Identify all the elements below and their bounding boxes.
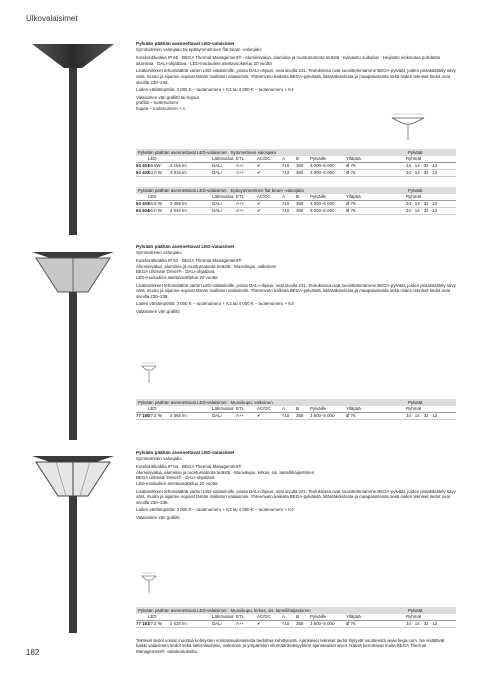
- page-number: 182: [26, 648, 40, 657]
- cell: 84 404: [136, 208, 150, 213]
- table-caption: Pylvään päähän asennettavat LED-valaisimet · Muovikupu, kirkas, sis. lamellihaijastimen: [138, 608, 311, 613]
- col-top: Ylläpää: [346, 614, 361, 619]
- table-caption-right: Pylväät: [408, 400, 423, 405]
- dimension-drawing-icon: [388, 112, 428, 142]
- section-title: Pylvään päähän asennettavat LED-valaisimet: [136, 450, 235, 455]
- cell: 27.2 W: [148, 413, 162, 418]
- cell: DALI: [212, 208, 222, 213]
- table-caption-right: Pylväät: [408, 608, 423, 613]
- cell: 3 915 lm: [170, 170, 187, 175]
- cell: A++: [236, 208, 245, 213]
- cell: 34 · 14 · 32 · 12: [406, 201, 438, 206]
- table-row: [136, 170, 456, 177]
- cell: DALI: [212, 201, 222, 206]
- col-led: LED: [148, 406, 157, 411]
- table-row: [136, 208, 456, 215]
- cell: 53.0 W: [148, 170, 162, 175]
- col-etl: ETL: [236, 614, 245, 619]
- cell: 84 401: [136, 163, 150, 168]
- col-b: B: [296, 194, 299, 199]
- section-paragraph: Valaisimen väri grafiitti: [136, 308, 180, 314]
- section-title: Pylvään päähän asennettavat LED-valaisimet: [136, 244, 235, 249]
- section-paragraph: Valaisimen väri grafiitti: [136, 514, 180, 520]
- col-pole: Pylväille: [310, 406, 327, 411]
- cell: 34 · 14 · 32 · 12: [406, 163, 438, 168]
- cell: 34 · 14 · 32 · 12: [406, 413, 438, 418]
- cell: DALI: [212, 413, 222, 418]
- table-row: [136, 201, 456, 208]
- cell: ✔: [257, 163, 261, 168]
- cell: ✔: [257, 201, 261, 206]
- table-caption-right: Pylväät: [408, 188, 423, 193]
- col-led: LED: [148, 156, 157, 161]
- cell: 3 500–5 000: [310, 413, 335, 418]
- cell: DALI: [212, 170, 222, 175]
- product-table-3: [136, 399, 456, 420]
- cell: 34 · 14 · 32 · 12: [406, 621, 438, 626]
- cell: A++: [236, 413, 245, 418]
- cell: 77 181: [136, 621, 150, 626]
- dimension-drawing-icon: [140, 572, 160, 594]
- cell: 2 020 lm: [170, 621, 187, 626]
- section-subtitle: Symmetrinen valonjako: [136, 249, 182, 255]
- col-a: A: [282, 194, 285, 199]
- cell: 4 000–6 000: [310, 201, 335, 206]
- col-etl: ETL: [236, 156, 245, 161]
- table-row: [136, 163, 456, 170]
- cell: Ø 76: [346, 208, 356, 213]
- cell: 27.2 W: [148, 621, 162, 626]
- cell: 4 000–6 000: [310, 163, 335, 168]
- section-3-text: [136, 450, 456, 523]
- col-groups: Ryhmät: [406, 614, 422, 619]
- col-b: B: [296, 614, 299, 619]
- col-lumen: Lähtövaloa: [212, 614, 234, 619]
- product-table-4: [136, 607, 456, 628]
- cell: Ø 76: [346, 621, 356, 626]
- section-title: Pylvään päähän asennettavat LED-valaisimet: [136, 41, 235, 46]
- col-b: B: [296, 156, 299, 161]
- section-1-text: [136, 41, 456, 114]
- section-paragraph: Laden värilämpötila: 3 000 K – tuotenumero + K3 tai 4 000 K – tuotenumero + K4: [136, 301, 294, 307]
- cell: DALI: [212, 621, 222, 626]
- col-acdc: AC/DC: [257, 156, 271, 161]
- cell: 2 155 lm: [170, 163, 187, 168]
- col-top: Ylläpää: [346, 156, 361, 161]
- cell: 710: [282, 413, 290, 418]
- table-caption: Pylvään päähän asennettavat LED-valaisimet · Muovikupu, valkoinen: [138, 400, 273, 405]
- cell: Ø 76: [346, 170, 356, 175]
- page-header: Ulkovalaisimet: [26, 14, 78, 23]
- cell: 4 000–6 000: [310, 170, 335, 175]
- table-caption: Pylvään päähän asennettavat LED-valaisimet · Symmetrinen valonjako: [138, 150, 277, 155]
- product-table-1: [136, 149, 456, 177]
- col-a: A: [282, 156, 285, 161]
- cell: 360: [296, 201, 304, 206]
- col-pole: Pylväille: [310, 614, 327, 619]
- cell: 360: [296, 163, 304, 168]
- col-acdc: AC/DC: [257, 194, 271, 199]
- section-paragraph: Lisätarvikkeet tehonsäätöä varten LED-valaisimille, joissa DALI-ohjaus, ovat sivulla 231. Teuluksissa ovat suosittelemamme BEGA-pylväät, joiden pintakäsittely sävy värit, muoto ja sijainne sopivat tämän malliston valaisimiin. Yhteenveto kaikista BEGA-pylväistä, liitäntäkotelosta ja maapalusteista sekä niiden tekniset tiedot ovat sivuilla 230–236.: [136, 488, 456, 505]
- col-lumen: Lähtövaloa: [212, 194, 234, 199]
- cell: Ø 76: [346, 201, 356, 206]
- col-led: LED: [148, 614, 157, 619]
- table-header-row: [136, 194, 456, 201]
- table-header-row: [136, 614, 456, 621]
- cell: A++: [236, 621, 245, 626]
- col-b: B: [296, 406, 299, 411]
- cell: 3 500–5 000: [310, 621, 335, 626]
- table-row: [136, 621, 456, 628]
- table-row: [136, 413, 456, 420]
- cell: Ø 76: [346, 163, 356, 168]
- cell: ✔: [257, 413, 261, 418]
- dimension-drawing-icon: [140, 362, 160, 384]
- product-table-2: [136, 187, 456, 215]
- cell: 360: [296, 170, 304, 175]
- section-paragraph: Lisätarvikkeet tehonsäätöä varten LED-valaisimille, joissa DALI-ohjaus, ovat sivulla 231. Teuluksissa ovat suosittelemamme BEGA-pylväät, joiden pintakäsittely sävy värit, muoto ja sijainne sopivat tämän malliston valaisimiin. Yhteenveto kaikista BEGA-pylväistä, liitäntäkotelosta ja maapalusteista sekä niiden tekniset tiedot ovat sivuilla 230–236.: [136, 68, 456, 85]
- col-led: LED: [148, 194, 157, 199]
- col-acdc: AC/DC: [257, 406, 271, 411]
- col-etl: ETL: [236, 194, 245, 199]
- cell: A++: [236, 170, 245, 175]
- cell: 710: [282, 621, 290, 626]
- section-paragraph: Kotelointiluokka IP 54 · BEGA Thermal Management® Alumiinivalua, alumiinia ja ruostumatonta terästä · Muovikupu, kirkas, sis. lamellihaijastimen BEGA Ultimate Driver® · DALI-ohjattava LED-moduulien asettavuokteluu 20 vuotta: [136, 464, 315, 486]
- col-a: A: [282, 406, 285, 411]
- col-groups: Ryhmät: [406, 406, 422, 411]
- product-photo-1: [26, 40, 120, 235]
- col-groups: Ryhmät: [406, 194, 422, 199]
- col-top: Ylläpää: [346, 194, 361, 199]
- section-subtitle: Symmetrinen valonjako tai epäsymmetrinen flat beam -valonjako: [136, 46, 262, 52]
- cell: 84 403: [136, 201, 150, 206]
- cell: 4 040 lm: [170, 208, 187, 213]
- table-header-row: [136, 406, 456, 413]
- cell: 710: [282, 201, 290, 206]
- section-paragraph: Kotelointiluokka IP 54 · BEGA Thermal Management® Alumiinivalua, alumiinia ja ruostumatonta terästä · Muovikupu, valkoinen BEGA Ultimate Driver® · DALI-ohjattava LED-moduulien asettavuokteluu 20 vuotta: [136, 258, 277, 280]
- col-lumen: Lähtövaloa: [212, 156, 234, 161]
- cell: 2 465 lm: [170, 201, 187, 206]
- luminaire-photo-icon: [26, 448, 120, 633]
- cell: 34 · 14 · 32 · 12: [406, 170, 438, 175]
- cell: 2 365 lm: [170, 413, 187, 418]
- section-paragraph: Lisätarvikkeet tehonsäätöä varten LED-valaisimille, joissa DALI-ohjaus, ovat sivulla 231. Teuluksissa ovat suosittelemamme BEGA-pylväät, joiden pintakäsittely sävy värit, muoto ja sijainne sopivat tämän malliston valaisimiin. Yhteenveto kaikista BEGA-pylväistä, liitäntäkotelosta ja maapalusteista sekä niiden tekniset tiedot ovat sivuilla 230–236.: [136, 282, 456, 299]
- table-header-row: [136, 156, 456, 163]
- table-caption-right: Pylväät: [408, 150, 423, 155]
- footer-note: Tekniset tiedot voivat muuttua kehitysten voimassaolotuksista tiedottaa kehittyessä. Ajankaiset tekniset tiedot löytyvät osoitteesta www.bega.com. Ne sisältävät kaikki valaisimen tiedot sekä latteralisuhkiin, valkoinen ja ympäristön elinmäärästäsyyhtiön ajantasaiset arvot. Nässä kerrottavat muita BEGA Thermal Management® -rakokuutuksilta.: [136, 638, 445, 654]
- luminaire-photo-icon: [26, 40, 120, 235]
- cell: 360: [296, 621, 304, 626]
- col-acdc: AC/DC: [257, 614, 271, 619]
- cell: DALI: [212, 163, 222, 168]
- section-2-text: [136, 244, 456, 317]
- cell: 710: [282, 163, 290, 168]
- table-caption: Pylvään päähän asennettavat LED-valaisimet · Epäsymmetrinen flat beam -valonjako: [138, 188, 304, 193]
- cell: 84 402: [136, 170, 150, 175]
- col-groups: Ryhmät: [406, 156, 422, 161]
- product-photo-3: [26, 448, 120, 633]
- cell: A++: [236, 201, 245, 206]
- col-pole: Pylväille: [310, 194, 327, 199]
- section-paragraph: Laden värilämpötila: 3 000 K – tuotenumero + K3 tai 4 000 K – tuotenumero + K4: [136, 87, 294, 93]
- section-paragraph: Laden värilämpötila: 3 000 K – tuotenumero + K3 tai 4 000 K – tuotenumero + K4: [136, 507, 294, 513]
- col-etl: ETL: [236, 406, 245, 411]
- cell: 34 · 14 · 32 · 12: [406, 208, 438, 213]
- section-subtitle: Symmetrinen valonjako: [136, 455, 182, 461]
- cell: 26.5 W: [148, 201, 162, 206]
- cell: 56.0 W: [148, 208, 162, 213]
- luminaire-photo-icon: [26, 244, 120, 440]
- cell: 710: [282, 208, 290, 213]
- cell: ✔: [257, 621, 261, 626]
- section-paragraph: Kotelointiluokka IP 65 · BEGA Thermal Management® · Alumiinivalua, alumiinia ja ruostumatonta terästä · Kalvaistu suikulasi · Heijastin eloksoitua puhdasta alumiinia · DALI-ohjattava · LED-moduulien asettavuokteluu 20 vuotta: [136, 55, 440, 66]
- section-paragraph: Valaisimen väri grafiitti tai hopea grafiitti – tuotenumero hopea – tuotenumero + A: [136, 94, 199, 111]
- cell: 26.5W: [148, 163, 161, 168]
- col-pole: Pylväille: [310, 156, 327, 161]
- col-lumen: Lähtövaloa: [212, 406, 234, 411]
- cell: 4 000–6 000: [310, 208, 335, 213]
- cell: 360: [296, 413, 304, 418]
- cell: Ø 76: [346, 413, 356, 418]
- cell: ✔: [257, 170, 261, 175]
- col-a: A: [282, 614, 285, 619]
- cell: 77 180: [136, 413, 150, 418]
- col-top: Ylläpää: [346, 406, 361, 411]
- cell: 710: [282, 170, 290, 175]
- cell: A++: [236, 163, 245, 168]
- product-photo-2: [26, 244, 120, 440]
- cell: 360: [296, 208, 304, 213]
- cell: ✔: [257, 208, 261, 213]
